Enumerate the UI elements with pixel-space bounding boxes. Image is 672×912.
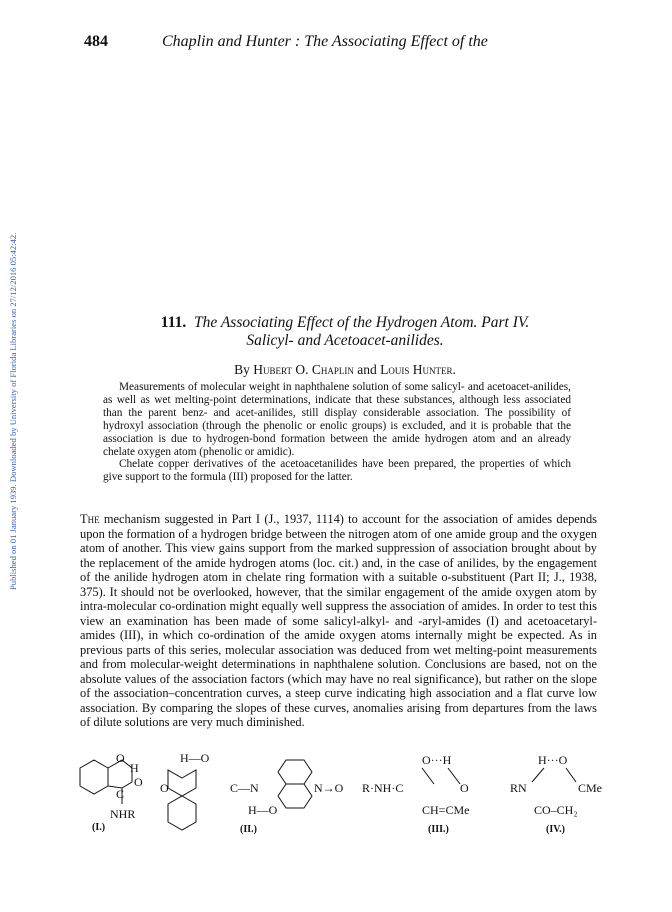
- s1-label: (I.): [92, 822, 106, 833]
- s4-atom-HO: H···O: [538, 753, 568, 767]
- s1-atom-O2: O: [134, 775, 143, 789]
- structure-I: [80, 751, 143, 833]
- structure-III: [362, 753, 469, 835]
- s2-label: (II.): [240, 824, 257, 835]
- download-note: Published on 01 January 1939. Downloaded by University of Florida Libraries on 27/12/2016 05:42:42.: [8, 232, 18, 590]
- s3-atom-OH: O···H: [422, 753, 452, 767]
- s1-atom-C: C: [116, 787, 125, 801]
- article-number: 111.: [160, 314, 187, 331]
- s2-atom-C-N: C—N: [230, 781, 259, 795]
- s1-atom-NHR: NHR: [110, 807, 136, 821]
- abstract-paragraph-1: Measurements of molecular weight in naphthalene solution of some salicyl- and acetoacet-anilides, as well as wet melting-point determinations, indicate that these substances, although less associated than the parent benz- and acet-anilides, still display considerable association. The possibility of hydroxyl association (through the phenolic or enolic groups) is excluded, and it is probable that the association is due to hydrogen-bond formation between the amide hydrogen atom and an already chelate oxygen atom (phenolic or amidic).: [103, 381, 571, 458]
- s4-label: (IV.): [546, 824, 565, 835]
- s3-atom-RNHC: R·NH·C: [362, 781, 404, 795]
- s3-atom-CHCMe: CH=CMe: [422, 803, 470, 817]
- byline-and: and: [357, 362, 377, 377]
- structure-II: [160, 751, 344, 835]
- author-2: Louis Hunter.: [380, 362, 456, 377]
- byline: [110, 362, 580, 378]
- body-lead: The: [80, 512, 100, 526]
- body-text: [80, 512, 597, 730]
- s2-atom-HO-top: H—O: [180, 751, 210, 765]
- s2-atom-N-O: N→O: [314, 781, 344, 795]
- running-header: [84, 33, 604, 51]
- s1-atom-H: H: [130, 761, 139, 775]
- page-number: 484: [84, 33, 108, 50]
- title-line-2: Salicyl- and Acetoacet-anilides.: [246, 332, 444, 349]
- chemical-structures: [72, 748, 612, 840]
- s1-atom-O1: O: [116, 751, 125, 765]
- structure-IV: [510, 753, 602, 835]
- s2-atom-O: O: [160, 781, 169, 795]
- s4-atom-CMe: CMe: [578, 781, 602, 795]
- byline-prefix: By: [234, 362, 250, 377]
- body-paragraph: mechanism suggested in Part I (J., 1937, 1114) to account for the association of amides depends upon the formation of a hydrogen bridge between the nitrogen atom of one amide group and the oxygen atom of another. This view gains support from the marked suppression of association brought about by the replacement of the amide hydrogen atoms (loc. cit.) and, in the case of anilides, by the engagement of the anilide hydrogen atom in chelate ring formation with a suitable o-substituent (Part II; J., 1938, 375). It should not be overlooked, however, that the similar engagement of the amide oxygen atom by intra-molecular co-ordination might equally well suppress the association of amides. In order to test this view an examination has been made of some salicyl-alkyl- and -aryl-amides (I) and acetoacetaryl-amides (III), in which co-ordination of the amide oxygen atoms internally might be expected. As in previous parts of this series, molecular association was deduced from wet melting-point measurements and from molecular-weight determinations in naphthalene solution. Conclusions are based, not on the absolute values of the association factors (which may have no real significance), but rather on the slope of the association–concentration curves, a steep curve indicating high association and a flat curve low association. By comparing the slopes of these curves, anomalies arising from departures from the laws of dilute solutions are very much diminished.: [80, 512, 597, 729]
- s2-atom-HO-bottom: H—O: [248, 803, 278, 817]
- s4-atom-COCH2: CO–CH₂: [534, 803, 578, 817]
- article-title: [110, 314, 580, 350]
- running-title: Chaplin and Hunter : The Associating Effect of the: [162, 33, 488, 50]
- author-1: Hubert O. Chaplin: [253, 362, 354, 377]
- title-line-1: The Associating Effect of the Hydrogen Atom. Part IV.: [193, 314, 530, 331]
- s3-label: (III.): [428, 824, 449, 835]
- s3-atom-O: O: [460, 781, 469, 795]
- abstract: [103, 381, 571, 484]
- s4-atom-RN: RN: [510, 781, 527, 795]
- abstract-paragraph-2: Chelate copper derivatives of the acetoacetanilides have been prepared, the properties of which give support to the formula (III) proposed for the latter.: [103, 458, 571, 484]
